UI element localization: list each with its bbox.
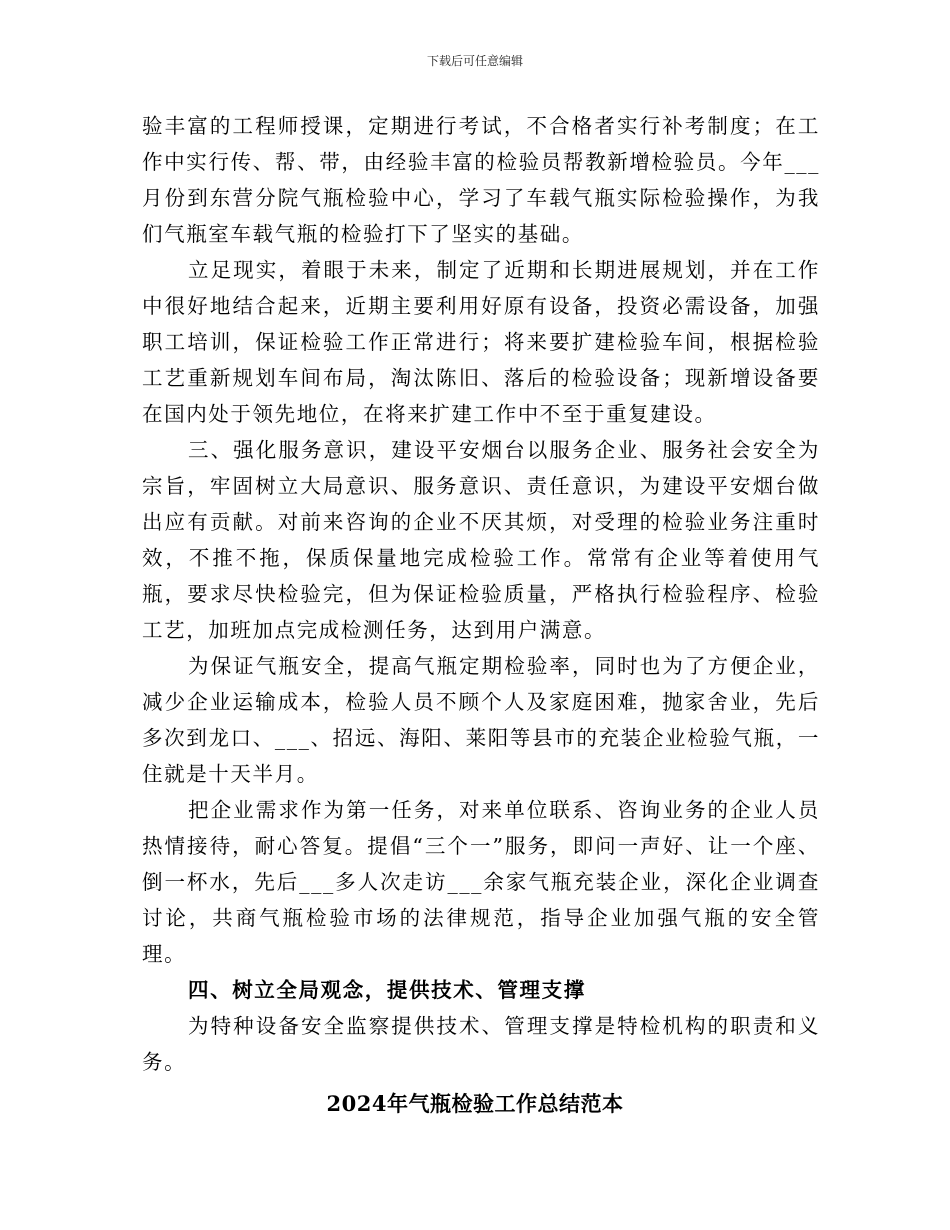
paragraph-customer-service: 把企业需求作为第一任务，对来单位联系、咨询业务的企业人员热情接待，耐心答复。提倡“三个一”服务，即问一声好、让一个座、倒一杯水，先后___多人次走访___余家气瓶充装企业，深化企业调查讨论，共商气瓶检验市场的法律规范，指导企业加强气瓶的安全管理。 [142,798,820,966]
page-header: 下载后可任意编辑 [426,54,523,68]
paragraph-service-awareness: 三、强化服务意识，建设平安烟台以服务企业、服务社会安全为宗旨，牢固树立大局意识、服务意识、责任意识，为建设平安烟台做出应有贡献。对前来咨询的企业不厌其烦，对受理的检验业务注重时效，不推不拖，保质保量地完成检验工作。常常有企业等着使用气瓶，要求尽快检验完，但为保证检验质量，严格执行检验程序、检验工艺，加班加点完成检测任务，达到用户满意。 [142,438,820,642]
paragraph-closing: 为特种设备安全监察提供技术、管理支撑是特检机构的职责和义务。 [142,1014,820,1074]
paragraph-planning: 立足现实，着眼于未来，制定了近期和长期进展规划，并在工作中很好地结合起来，近期主要利用好原有设备，投资必需设备，加强职工培训，保证检验工作正常进行；将来要扩建检验车间，根据检验工艺重新规划车间布局，淘汰陈旧、落后的检验设备；现新增设备要在国内处于领先地位，在将来扩建工作中不至于重复建设。 [142,258,820,426]
section-heading: 四、树立全局观念，提供技术、管理支撑 [188,978,586,1002]
paragraph-continuation: 验丰富的工程师授课，定期进行考试，不合格者实行补考制度；在工作中实行传、帮、带，由经验丰富的检验员帮教新增检验员。今年___月份到东营分院气瓶检验中心，学习了车载气瓶实际检验操作，为我们气瓶室车载气瓶的检验打下了坚实的基础。 [142,114,820,246]
paragraph-onsite-inspection: 为保证气瓶安全，提高气瓶定期检验率，同时也为了方便企业，减少企业运输成本，检验人员不顾个人及家庭困难，抛家舍业，先后多次到龙口、___、招远、海阳、莱阳等县市的充装企业检验气瓶，一住就是十天半月。 [142,654,820,786]
document-body [142,108,820,1080]
document-title: 2024年气瓶检验工作总结范本 [326,1091,624,1116]
